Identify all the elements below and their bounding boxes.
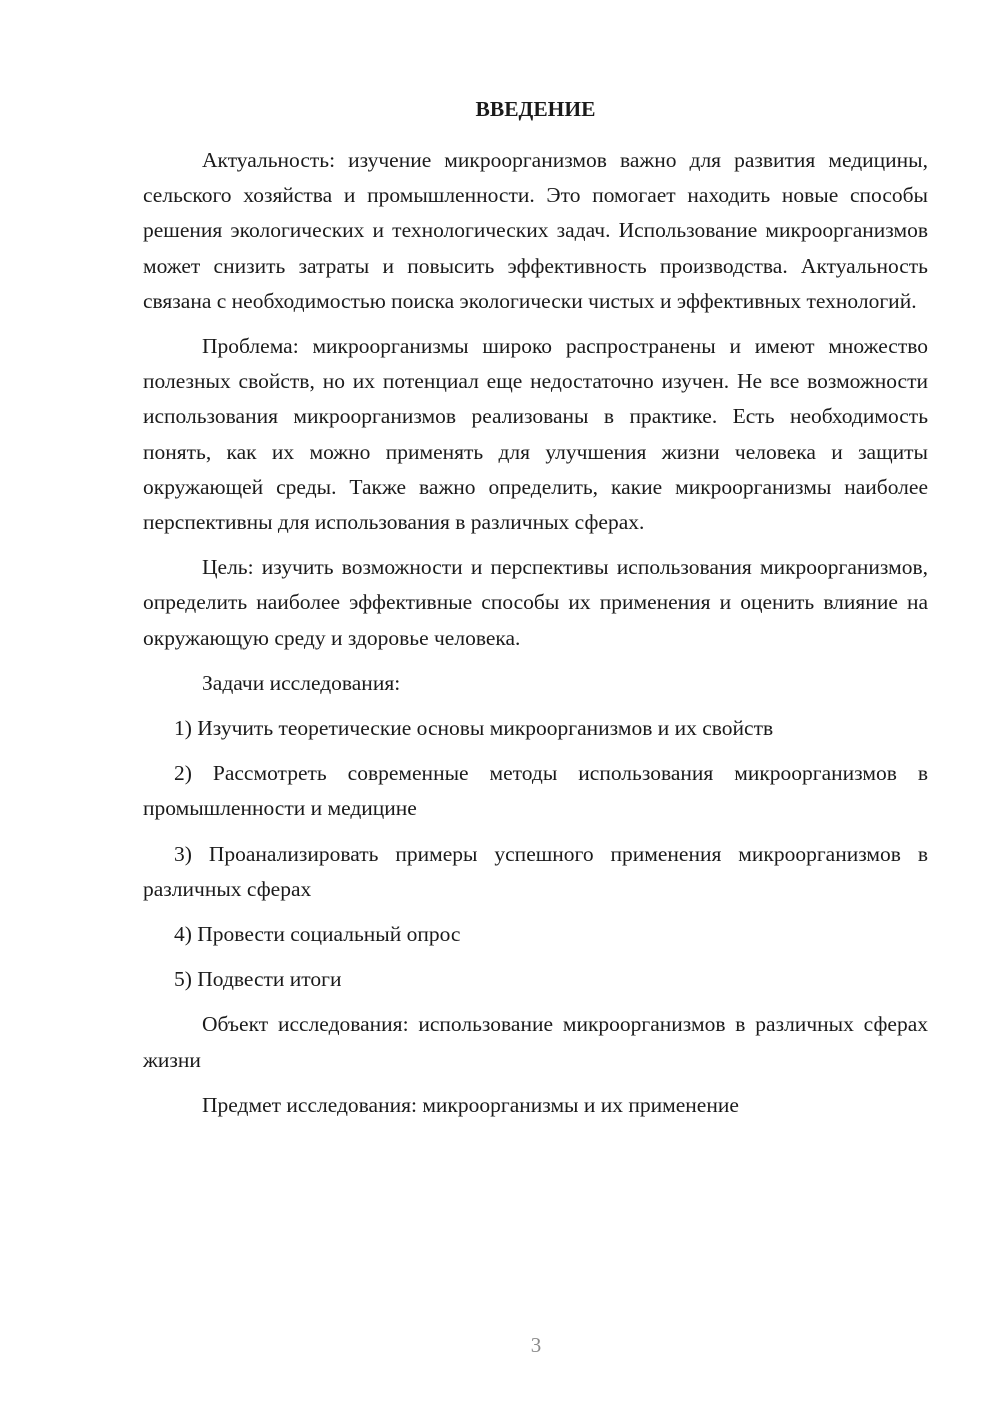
section-title: ВВЕДЕНИЕ (475, 97, 596, 121)
document-page (143, 92, 928, 1133)
object-paragraph: Объект исследования: использование микроорганизмов в различных сферах жизни (143, 1012, 928, 1072)
tasks-heading: Задачи исследования: (202, 670, 401, 695)
page-number: 3 (530, 1333, 542, 1357)
task-item-1: 1) Изучить теоретические основы микроорганизмов и их свойств (174, 716, 774, 741)
task-item-2: 2) Рассмотреть современные методы использования микроорганизмов в промышленности и медицине (143, 761, 928, 821)
task-item-3: 3) Проанализировать примеры успешного применения микроорганизмов в различных сферах (143, 841, 928, 901)
subject-paragraph: Предмет исследования: микроорганизмы и их применение (202, 1092, 739, 1117)
task-item-5: 5) Подвести итоги (174, 967, 342, 992)
problem-paragraph: Проблема: микроорганизмы широко распространены и имеют множество полезных свойств, но их потенциал еще недостаточно изучен. Не все возможности использования микроорганизмов реализованы в практике. Есть необходимость понять, как их можно применять для улучшения жизни человека и защиты окружающей среды. Также важно определить, какие микроорганизмы наиболее перспективны для использования в различных сферах. (143, 334, 928, 535)
task-item-4: 4) Провести социальный опрос (174, 922, 461, 947)
goal-paragraph: Цель: изучить возможности и перспективы использования микроорганизмов, определить наиболее эффективные способы их применения и оценить влияние на окружающую среду и здоровье человека. (143, 555, 928, 650)
relevance-paragraph: Актуальность: изучение микроорганизмов важно для развития медицины, сельского хозяйства и промышленности. Это помогает находить новые способы решения экологических и технологических задач. Использование микроорганизмов может снизить затраты и повысить эффективность производства. Актуальность связана с необходимостью поиска экологически чистых и эффективных технологий. (143, 148, 928, 313)
